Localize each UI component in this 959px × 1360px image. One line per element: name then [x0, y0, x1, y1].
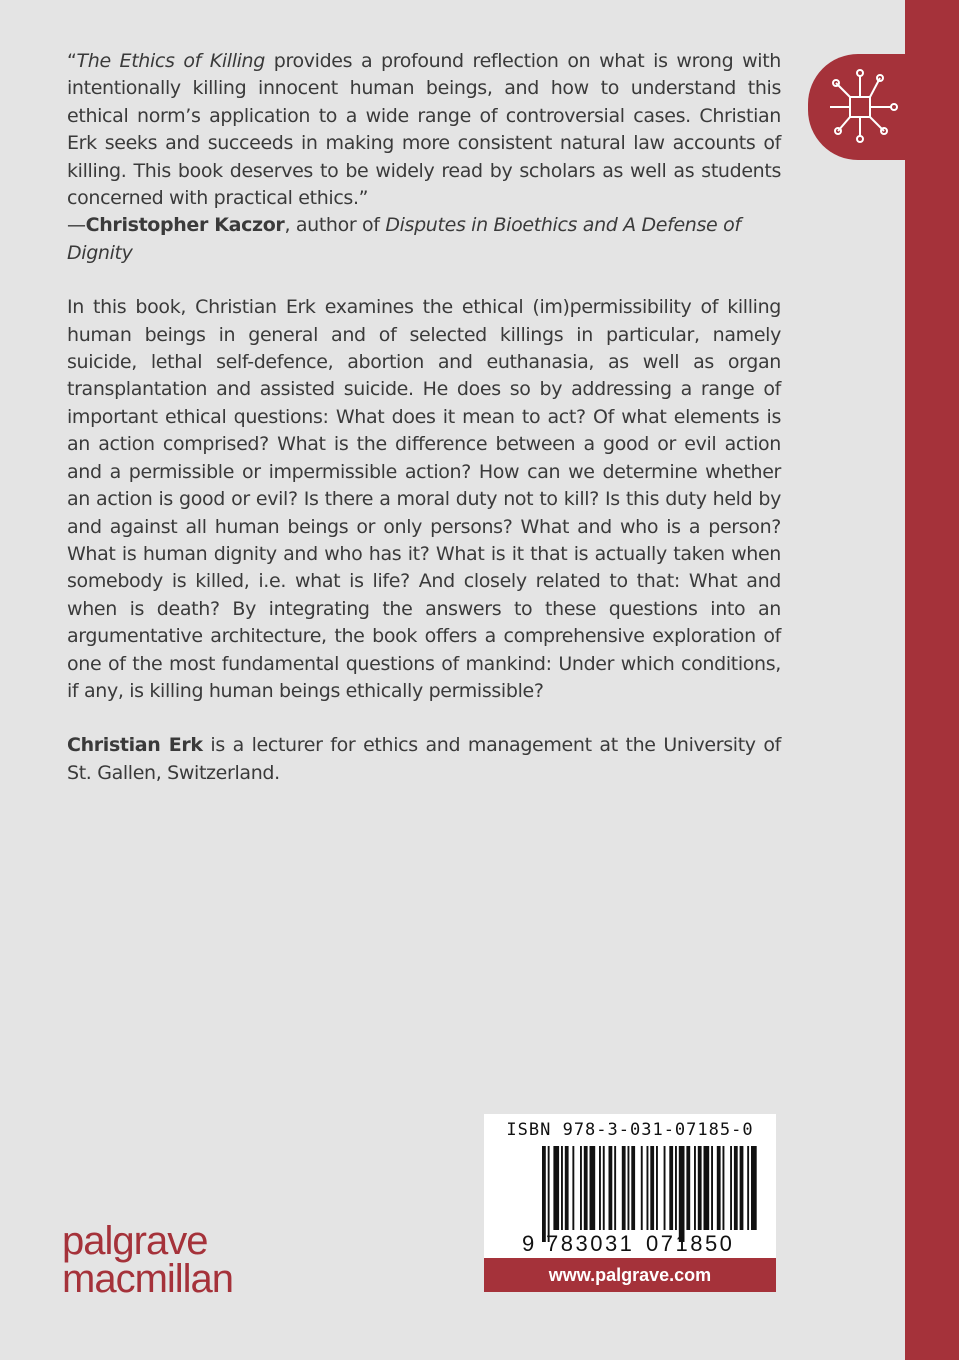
barcode-digits-right: 071850 — [646, 1231, 735, 1256]
quote-attribution — [67, 212, 781, 267]
attribution-works: Disputes in Bioethics and A Defense of Dignity — [67, 214, 741, 264]
author-bio — [67, 732, 781, 787]
palgrave-network-icon — [822, 62, 900, 152]
barcode-box — [484, 1114, 776, 1292]
logo-line-macmillan: macmillan — [62, 1257, 234, 1301]
author-bio-text: is a lecturer for ethics and management at the University of St. Gallen, Switzerland. — [67, 734, 782, 784]
publisher-url[interactable]: www.palgrave.com — [484, 1258, 776, 1292]
palgrave-macmillan-logo — [62, 1219, 234, 1301]
back-cover-text — [67, 48, 781, 787]
spine-band — [905, 0, 959, 1360]
endorsement-quote — [67, 48, 781, 212]
quote-text: provides a profound reflection on what is wrong with intentionally killing innocent human beings, and how to understand this ethical norm’s application to a wide range of controversial cases. Christian Erk seeks and succeeds in making more consistent natural law accounts of killing. This book deserves to be widely read by scholars as well as students concerned with practical ethics.” — [67, 50, 782, 210]
logo-line-palgrave: palgrave — [62, 1219, 208, 1263]
attribution-mid: , author of — [284, 214, 386, 237]
publisher-tab — [808, 54, 905, 160]
book-description: In this book, Christian Erk examines the ethical (im)permissibility of killing human beings in general and of selected killings in particular, namely suicide, lethal self-defence, abortion and euthanasia, as well as organ transplantation and assisted suicide. He does so by addressing a range of important ethical questions: What does it mean to act? Of what elements is an action comprised? What is the difference between a good or evil action and a permissible or impermissible action? How can we determine whether an action is good or evil? Is there a moral duty not to kill? Is this duty held by and against all human beings or only persons? What and who is a person? What is human dignity and who has it? What is it that is actually taken when somebody is killed, i.e. what is life? And closely related to that: What and when is death? By integrating the answers to these questions into an argumentative architecture, the book offers a comprehensive exploration of one of the most fundamental questions of mankind: Under which conditions, if any, is killing human beings ethically permissible? — [67, 296, 781, 702]
quote-book-title: The Ethics of Killing — [76, 50, 265, 72]
quote-open-mark: “ — [67, 50, 77, 72]
barcode-digit-first: 9 — [522, 1231, 535, 1256]
attribution-dash: — — [67, 214, 86, 237]
isbn-text: ISBN 978-3-031-07185-0 — [506, 1120, 754, 1140]
barcode-digits-left: 783031 — [546, 1231, 635, 1256]
author-name: Christian Erk — [67, 734, 203, 757]
attribution-name: Christopher Kaczor — [85, 214, 285, 237]
